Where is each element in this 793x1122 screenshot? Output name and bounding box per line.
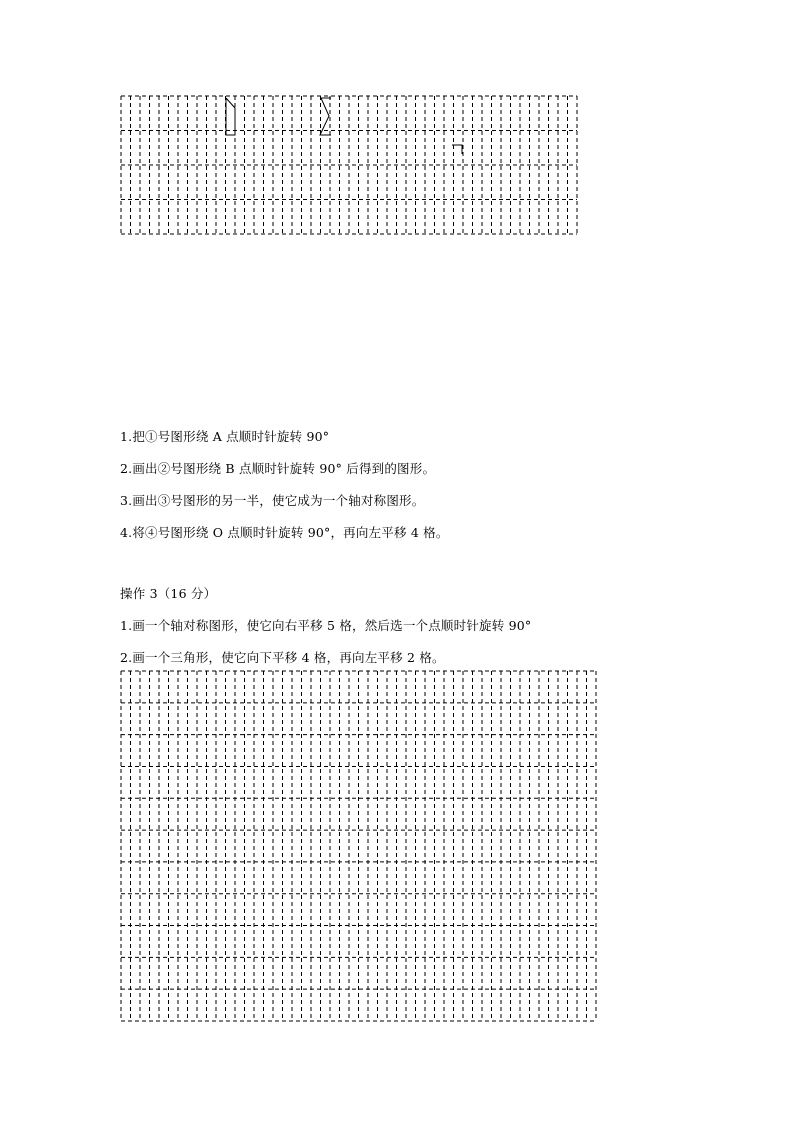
section-3-heading: 操作 3（16 分）	[120, 586, 217, 601]
instruction-3: 3.画出③号图形的另一半，使它成为一个轴对称图形。	[120, 493, 425, 508]
given-figures	[226, 98, 462, 154]
section-3-task-1: 1.画一个轴对称图形，使它向右平移 5 格，然后选一个点顺时针旋转 90°	[120, 618, 532, 633]
instruction-2: 2.画出②号图形绕 B 点顺时针旋转 90° 后得到的图形。	[120, 461, 436, 476]
bottom-grid-lines	[121, 671, 596, 1021]
instruction-1: 1.把①号图形绕 A 点顺时针旋转 90°	[120, 429, 330, 444]
section-3-task-2: 2.画一个三角形，使它向下平移 4 格，再向左平移 2 格。	[120, 650, 445, 665]
figure-2-shape	[320, 98, 331, 135]
top-grid-lines	[121, 96, 577, 234]
top-dashed-grid	[121, 96, 579, 238]
figure-1-shape	[226, 98, 235, 135]
instruction-4: 4.将④号图形绕 O 点顺时针旋转 90°，再向左平移 4 格。	[120, 525, 449, 540]
bottom-dashed-grid	[121, 671, 598, 1023]
